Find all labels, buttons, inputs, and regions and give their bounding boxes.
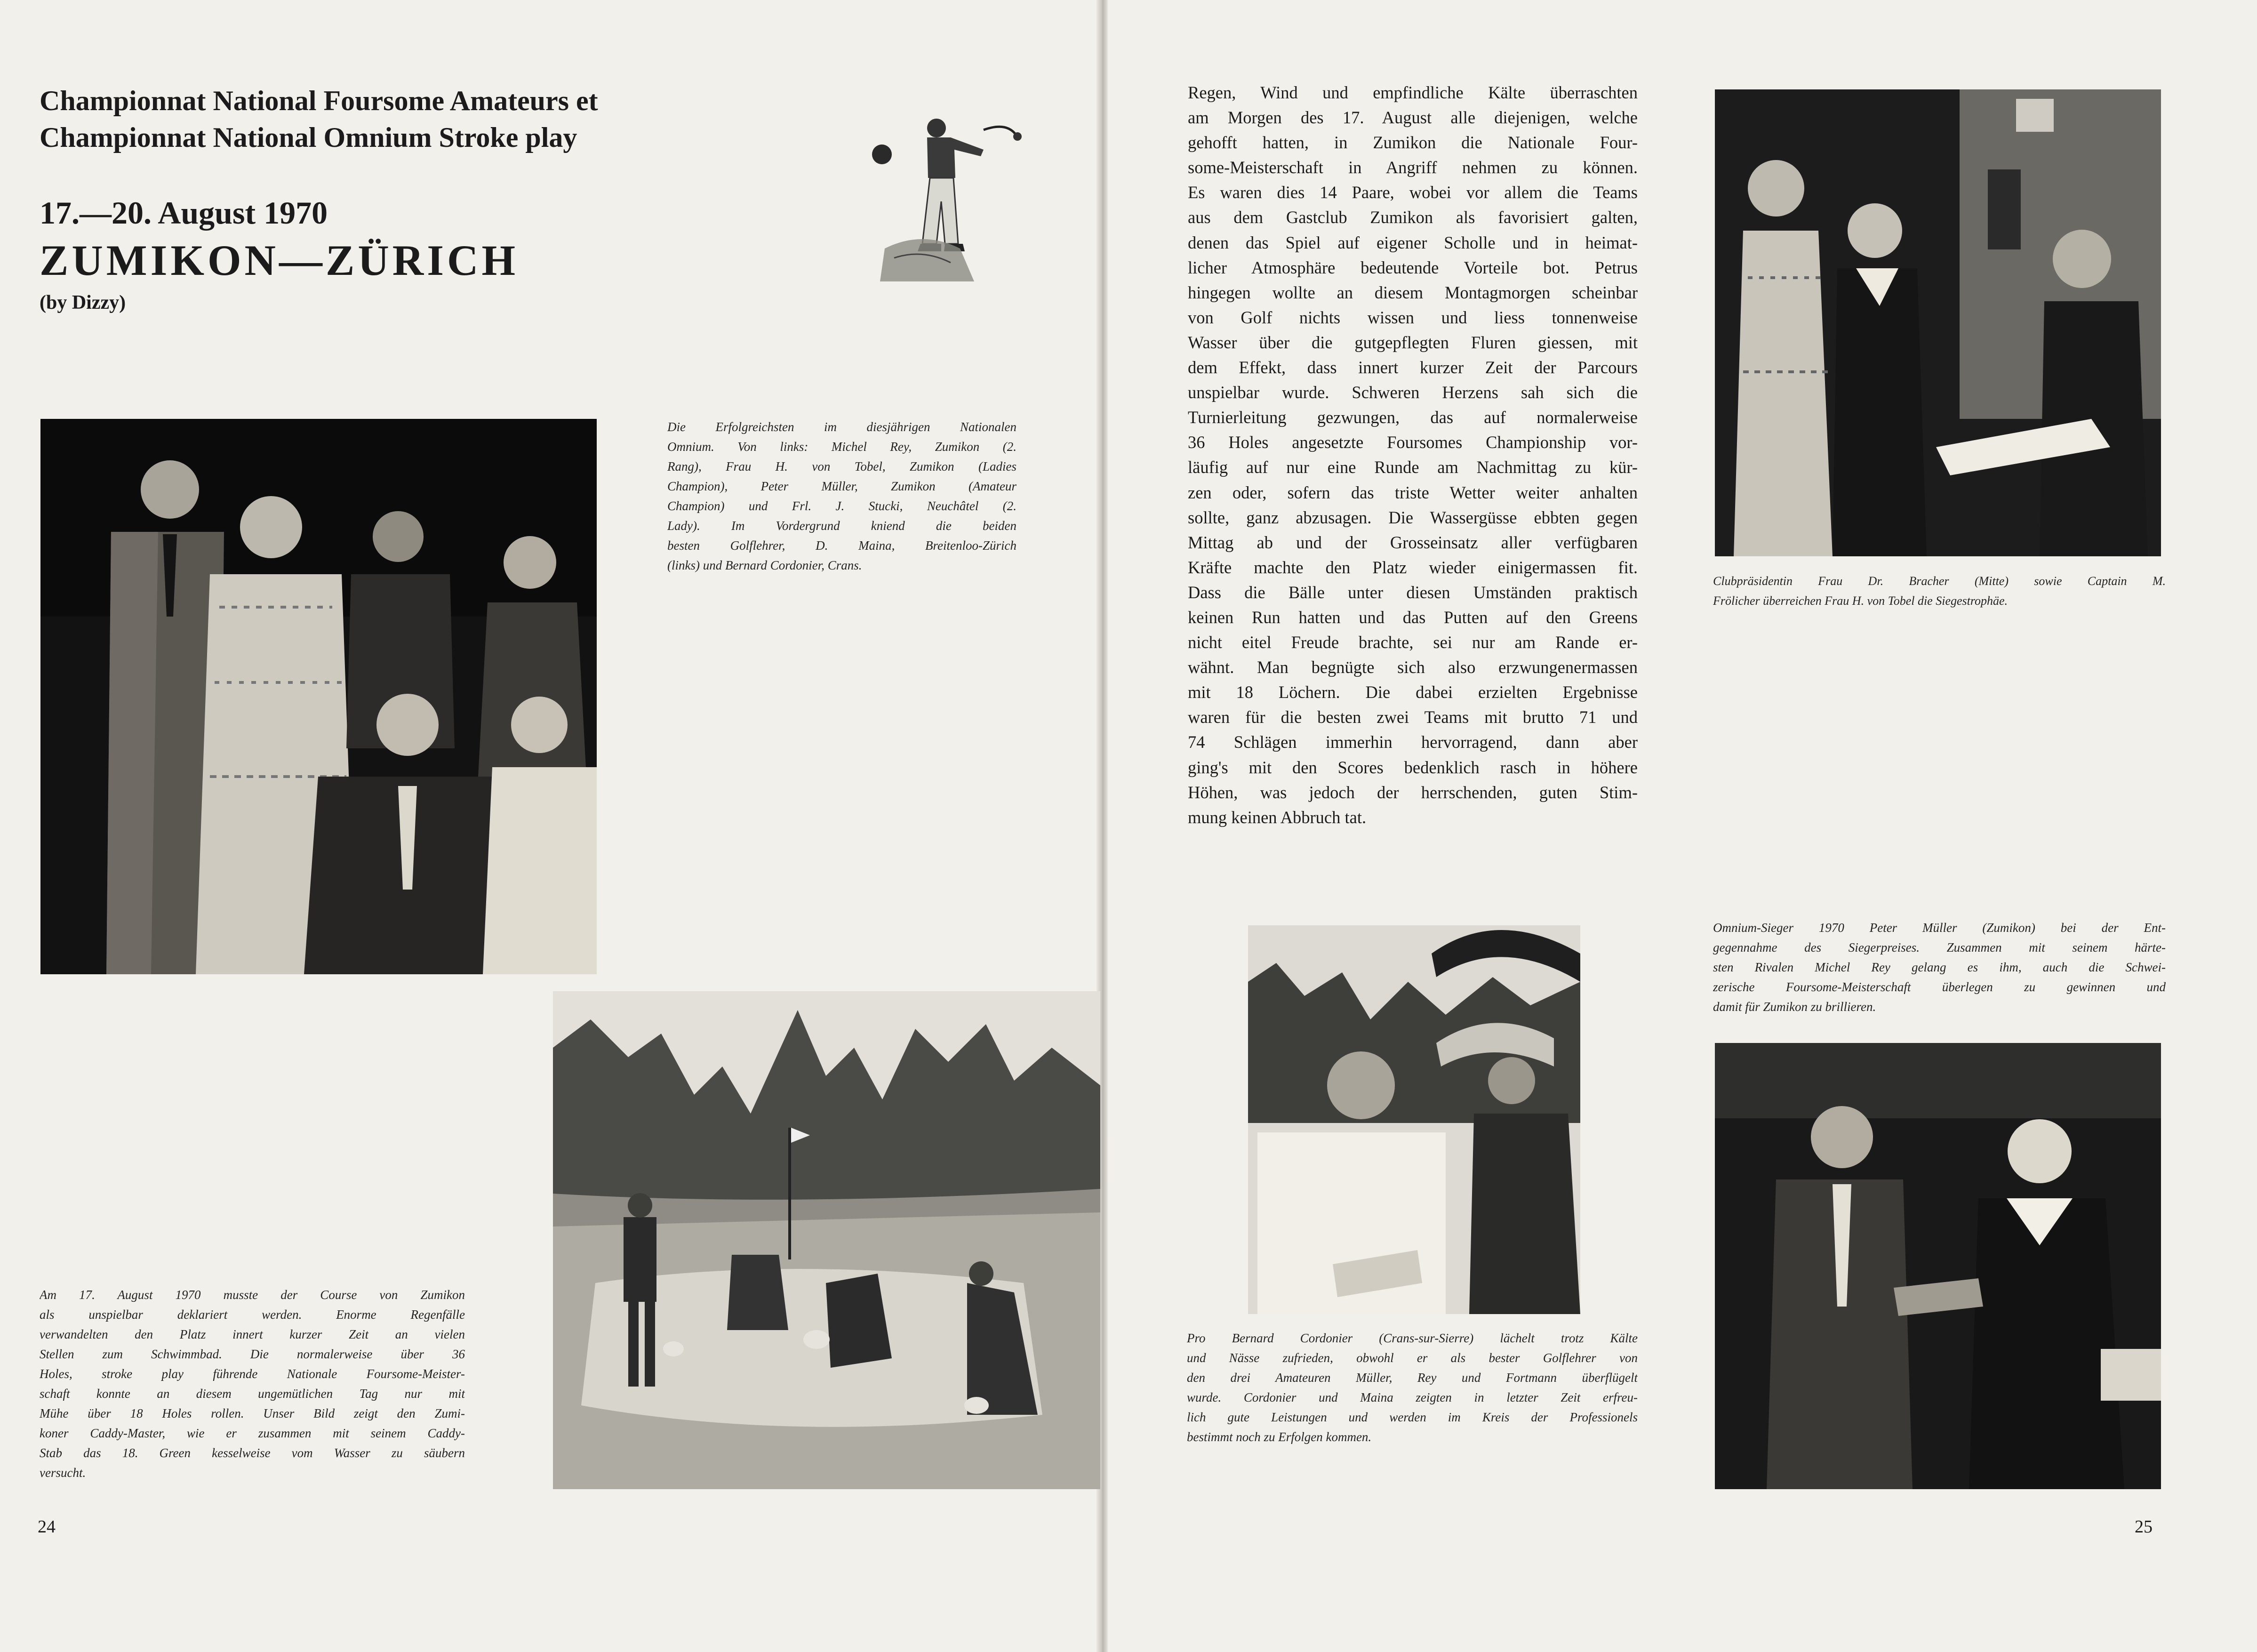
article-line: Dass die Bälle unter diesen Umständen praktisch (1188, 582, 1638, 602)
article-line: am Morgen des 17. August alle diejenigen, welche (1188, 108, 1638, 128)
article-line: läufig auf nur eine Runde am Nachmittag zu kür- (1188, 457, 1638, 477)
event-place: ZUMIKON—ZÜRICH (40, 236, 519, 284)
article-line: Es waren dies 14 Paare, wobei vor allem die Teams (1188, 183, 1638, 202)
byline: (by Dizzy) (40, 292, 126, 313)
title-line-1: Championnat National Foursome Amateurs et (40, 85, 598, 116)
article-line: 36 Holes angesetzte Foursomes Championship vor- (1188, 433, 1638, 452)
article-line: waren für die besten zwei Teams mit brutto 71 und (1188, 707, 1638, 727)
article-line: mung keinen Abbruch tat. (1188, 807, 1367, 827)
page-number-left: 24 (38, 1517, 56, 1537)
article-line: gehofft hatten, in Zumikon die Nationale Four- (1188, 133, 1638, 152)
photo-cordonier (1248, 925, 1580, 1314)
caption-mueller: Omnium-Sieger 1970 Peter Müller (Zumikon) bei der Ent- gegennahme des Siegerpreises. Zusammen mit seinem härte- sten Rivalen Michel Rey gelang es ihm, auch die Schwei- zerische Foursome-Meisterschaft überlegen zu gewinnen und damit für Zumikon zu brillieren. (1713, 921, 2166, 1014)
article-line: unspielbar wurde. Schweren Herzens sah sich die (1188, 383, 1638, 402)
article-line: von Golf nichts wissen und liess tonnenweise (1188, 307, 1638, 327)
article-line: licher Atmosphäre bedeutende Vorteile bot. Petrus (1188, 257, 1638, 277)
article-line: keinen Run hatten und das Putten auf den Greens (1188, 607, 1638, 627)
article-line: Wasser über die gutgepflegten Fluren giessen, mit (1188, 332, 1638, 352)
page-number-right: 25 (2135, 1517, 2153, 1537)
article-line: Mittag ab und der Grosseinsatz aller verfügbaren (1188, 532, 1638, 552)
photo-flooded-green (553, 991, 1100, 1489)
article-line: mit 18 Löchern. Die dabei erzielten Ergebnisse (1188, 682, 1638, 702)
caption-cordonier: Pro Bernard Cordonier (Crans-sur-Sierre) lächelt trotz Kälte und Nässe zufrieden, obwohl er als bester Golflehrer von den drei Amateuren Müller, Rey und Fortmann überflügelt wurde. Cordonier und Maina zeigten in letzter Zeit erfreu- lich gute Leistungen und werden im Kreis der Professionels bestimmt noch zu Erfolgen kommen. (1187, 1331, 1638, 1444)
event-date: 17.—20. August 1970 (40, 195, 328, 231)
article-line: wähnt. Man begnügte sich also erzwungenermassen (1188, 658, 1638, 677)
photo-trophy-presentation (1715, 89, 2161, 556)
article-line: 74 Schlägen immerhin hervorragend, dann aber (1188, 732, 1638, 752)
article-line: Kräfte machte den Platz wieder einigermassen fit. (1188, 557, 1638, 577)
article-line: aus dem Gastclub Zumikon als favorisiert galten, (1188, 208, 1638, 227)
article-line: nicht eitel Freude brachte, sei nur am Rande er- (1188, 633, 1638, 652)
caption-winners: Die Erfolgreichsten im diesjährigen Nationalen Omnium. Von links: Michel Rey, Zumikon (2. Rang), Frau H. von Tobel, Zumikon (Ladies Champion), Peter Müller, Zumikon (Amateur Champion) und Frl. J. Stucki, Neuchâtel (2. Lady). Im Vordergrund kniend die beiden besten Golflehrer, D. Maina, Breitenloo-Zürich (links) und Bernard Cordonier, Crans. (667, 420, 1016, 572)
caption-trophy: Clubpräsidentin Frau Dr. Bracher (Mitte) sowie Captain M. Frölicher überreichen Frau H. von Tobel die Siegestrophäe. (1713, 574, 2166, 608)
photo-winners-group (40, 419, 597, 974)
article-line: hingegen wollte an diesem Montagmorgen scheinbar (1188, 282, 1638, 302)
photo-mueller-award (1715, 1043, 2161, 1489)
article-line: denen das Spiel auf eigener Scholle und in heimat- (1188, 233, 1638, 252)
title-line-2: Championnat National Omnium Stroke play (40, 122, 577, 153)
article-line: Regen, Wind und empfindliche Kälte überraschten (1188, 83, 1638, 102)
article-body (1188, 80, 1638, 830)
article-line: ging's mit den Scores bedenklich rasch in höhere (1188, 757, 1638, 777)
golfer-illustration (866, 107, 1026, 286)
article-line: dem Effekt, dass innert kurzer Zeit der Parcours (1188, 358, 1638, 377)
article-line: zen oder, sofern das triste Wetter weiter anhalten (1188, 482, 1638, 502)
article-line: Turnierleitung gezwungen, das auf normalerweise (1188, 408, 1638, 427)
article-line: some-Meisterschaft in Angriff nehmen zu können. (1188, 158, 1638, 177)
article-line: Höhen, was jedoch der herrschenden, guten Stim- (1188, 782, 1638, 802)
caption-flooded-green: Am 17. August 1970 musste der Course von Zumikon als unspielbar deklariert werden. Enorme Regenfälle verwandelten den Platz innert kurzer Zeit an vielen Stellen zum Schwimmbad. Die normalerweise über 36 Holes, stroke play führende Nationale Foursome-Meister- schaft konnte an diesem ungemütlichen Tag nur mit Mühe über 18 Holes rollen. Unser Bild zeigt den Zumi- koner Caddy-Master, wie er zusammen mit seinem Caddy- Stab das 18. Green kesselweise vom Wasser zu säubern versucht. (40, 1288, 465, 1480)
article-line: sollte, ganz abzusagen. Die Wassergüsse ebbten gegen (1188, 507, 1638, 527)
